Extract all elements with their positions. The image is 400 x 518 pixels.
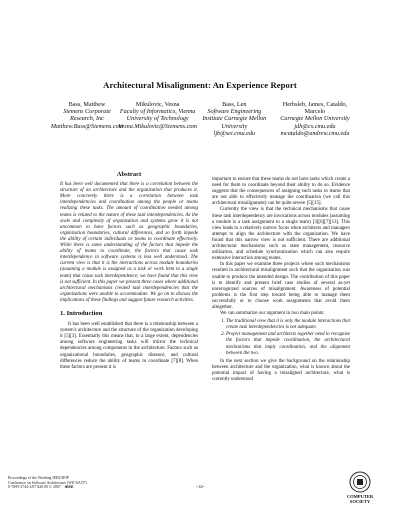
author-email: Matthew.Bass@Siemens.com [50,122,124,130]
author-affiliation: Software Engineering Institute Carnegie Mellon University [202,108,267,130]
computer-society-logo [340,471,380,504]
argument-list [212,319,350,357]
author-1 [50,101,124,137]
intro-heading: 1. Introduction [60,309,103,317]
author-4 [272,101,358,137]
body-paragraph: important to ensure that these teams do not have tasks which create a need for them to coordinate beyond their ability to do so. Evidence suggests that the consequences of assigning such tasks to teams that are not able to effectively manage the coordination (we call this architectural misalignment) can be quite severe [5][15]. [212,177,350,207]
proceedings-footer [8,476,87,490]
footer-line [8,485,87,490]
paper-title: Architectural Misalignment: An Experience Report [103,80,297,90]
body-paragraph: Currently the view is that the technical mechanisms that cause these task interdependency are invocations across modules (assuming a module is a task assignment to a single team) [3][6][7][13]. This view leads to a relatively narrow focus when architects and managers attempt to align the architecture with the organization. We have found that this narrow view is not sufficient. There are additional architectural mechanisms such as state management, resource utilization, and schedule synchronization which can also require extensive interaction among teams. [212,207,350,262]
abstract-heading: Abstract [116,171,142,178]
body-paragraph: In the next section we give the background on the relationship between architecture and the organization, what is known about the potential impact of having a misaligned architecture, what is currently understood [212,358,350,382]
author-2 [119,101,197,137]
logo-line: SOCIETY [349,499,371,504]
computer-society-emblem-icon [349,471,371,493]
author-email: jdh@cs.cmu.edu mcataldo@andrew.cmu.edu [280,122,350,137]
author-3 [199,101,269,137]
list-item: 1. The traditional view that it is only the module interactions that create task interdependencies is not adequate. [226,319,350,331]
page-number: • 44• [196,484,204,489]
author-name: Mikulovic, Vesna [135,101,180,108]
right-column [212,177,350,383]
intro-text: It has been well established that there is a relationship between a system's architecture and the structure of the organization developing it [5][3]. Essentially this means that, to a large extent, dependencies among software engineering tasks will mirror the technical dependencies among components in the architecture. Factors such as organizational boundaries, geographic distance, and cultural differences reduce the ability of teams to coordinate [7][8]. When these factors are present it is [60,322,198,370]
logo-line: COMPUTER [346,494,374,499]
author-block [50,101,358,137]
abstract-text: It has been well documented that there is a correlation between the structure of an architecture and the organization that produces it. More concretely there is a correlation between task interdependencies and coordination among the people or teams realizing these tasks. The amount of coordination needed among teams is related to the nature of these task interdependencies. As the scale and complexity of organization and systems grow it is not uncommon to have factors such as geographic boundaries, organization boundaries, cultural differences, and so forth impede the ability of certain individuals or teams to coordinate effectively. While there is some understanding of the factors that impede the ability of teams to coordinate, the factors that cause task interdependence in software systems is less well understood. The current view is that it is the interactions across module boundaries (assuming a module is assigned as a task or work item to a single team) that cause task interdependence; we have found that this view is not sufficient. In this paper we present three cases where additional architectural mechanisms created task interdependencies that the organizations were unable to accommodate. We go on to discuss the implications of these findings and suggest future research activities. [60,182,198,303]
left-column [60,172,198,371]
ieee-logo: IEEE [64,484,74,490]
footer-isbn: 0-7695-2744-2/07 $20.00 © 2007 [8,485,61,490]
author-email: ljb@sei.cmu.edu [213,129,256,137]
author-email: Vesna.Mikulovic@Siemens.com [118,122,197,130]
list-item: 2. Project management and architects together need to recognize the factors that impede coordination, the architectural mechanisms that imply coordination, and the alignment between the two. [226,332,350,356]
author-name: Bass, Len [222,101,247,108]
body-paragraph: In this paper we examine three projects where such mechanisms resulted in architectural misalignment such that the organization was unable to produce the intended design. The contribution of this paper is to identify and present brief case studies of several as-yet unrecognized sources of misalignment. Awareness of potential problems is the first step toward being able to manage them successfully or to choose work assignments that avoid them altogether. [212,262,350,310]
body-paragraph: We can summarize our argument in two main points: [220,311,325,317]
footer-line: Proceedings of the Working IEEE/IFIP [8,476,69,480]
author-affiliation: Carnegie Mellon University [280,115,350,123]
author-affiliation: Siemens Corporate Research, Inc [63,108,111,123]
footer-line: Conference on Software Architecture (WICSA'07) [8,480,87,485]
author-name: Bass, Matthew [68,101,106,108]
author-affiliation: Faculty of Informatics, Vienna University of Technology [119,108,196,123]
author-name: Herbsleb, James, Cataldo, Marcelo [282,101,348,116]
